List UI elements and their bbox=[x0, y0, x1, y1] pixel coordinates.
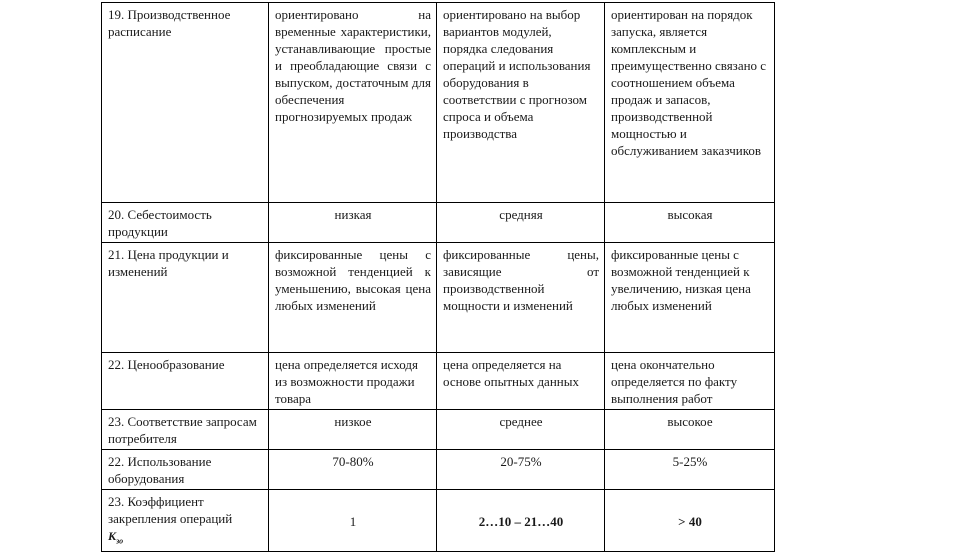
row-label-text: 23. Коэффициент закрепления операций bbox=[108, 494, 233, 526]
row-label: 19. Производственное расписание bbox=[102, 3, 269, 203]
table-row bbox=[102, 243, 775, 353]
table-row bbox=[102, 353, 775, 410]
cell-single: цена определяется исходя из возможности продажи товара bbox=[269, 353, 437, 410]
cell-mass: высокая bbox=[605, 203, 775, 243]
table-row bbox=[102, 203, 775, 243]
cell-serial: цена определяется на основе опытных данных bbox=[437, 353, 605, 410]
row-label bbox=[102, 490, 269, 552]
table-row bbox=[102, 450, 775, 490]
cell-mass: ориентирован на порядок запуска, является комплексным и преимущественно связано с соотношением объема продаж и запасов, производственной мощностью и обслуживанием заказчиков bbox=[605, 3, 775, 203]
row-label: 22. Использование оборудования bbox=[102, 450, 269, 490]
cell-mass: 5-25% bbox=[605, 450, 775, 490]
cell-mass: высокое bbox=[605, 410, 775, 450]
coefficient-symbol: $К_{зо}$ bbox=[108, 529, 124, 546]
cell-serial: среднее bbox=[437, 410, 605, 450]
table-row bbox=[102, 410, 775, 450]
cell-serial: средняя bbox=[437, 203, 605, 243]
row-label: 23. Соответствие запросам потребителя bbox=[102, 410, 269, 450]
cell-serial: ориентировано на выбор вариантов модулей, порядка следования операций и использования оборудования в соответствии с прогнозом спроса и объема производства bbox=[437, 3, 605, 203]
comparison-table bbox=[101, 2, 775, 552]
coefficient-subscript: зо bbox=[116, 536, 124, 546]
cell-serial: 2…10 – 21…40 bbox=[437, 490, 605, 552]
cell-single: низкая bbox=[269, 203, 437, 243]
cell-single: 1 bbox=[269, 490, 437, 552]
cell-mass: цена окончательно определяется по факту выполнения работ bbox=[605, 353, 775, 410]
cell-mass: фиксированные цены с возможной тенденцией к увеличению, низкая цена любых изменений bbox=[605, 243, 775, 353]
row-label: 20. Себестоимость продукции bbox=[102, 203, 269, 243]
table-row bbox=[102, 490, 775, 552]
cell-single: ориентировано на временные характеристики, устанавливающие простые и преобладающие связи с выпуском, достаточным для обеспечения прогнозируемых продаж bbox=[269, 3, 437, 203]
cell-mass: > 40 bbox=[605, 490, 775, 552]
table-row bbox=[102, 3, 775, 203]
cell-serial: фиксированные цены, зависящие от производственной мощности и изменений bbox=[437, 243, 605, 353]
cell-single: 70-80% bbox=[269, 450, 437, 490]
cell-serial: 20-75% bbox=[437, 450, 605, 490]
cell-single: фиксированные цены с возможной тенденцией к уменьшению, высокая цена любых изменений bbox=[269, 243, 437, 353]
row-label: 21. Цена продукции и изменений bbox=[102, 243, 269, 353]
row-label: 22. Ценообразование bbox=[102, 353, 269, 410]
cell-single: низкое bbox=[269, 410, 437, 450]
